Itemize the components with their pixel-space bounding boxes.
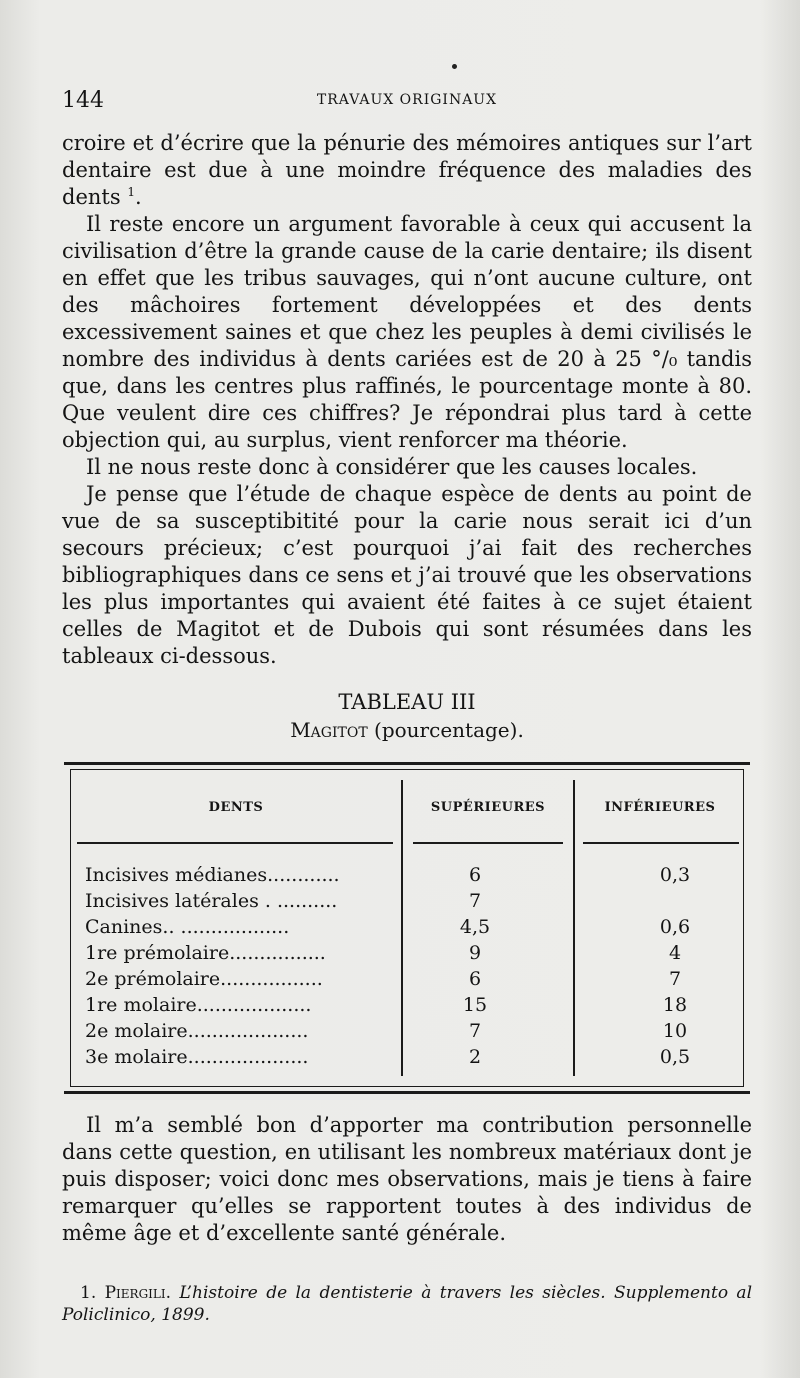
header-inferieures: INFÉRIEURES <box>604 800 716 815</box>
footnote-ref: 1 <box>127 185 135 199</box>
table-frame <box>70 769 744 1087</box>
paragraph-3: Il ne nous reste donc à considérer que les causes locales. <box>86 455 698 479</box>
footnote-number: 1. <box>80 1283 97 1303</box>
header-rule <box>77 842 393 844</box>
footnote-text: L’histoire de la dentisterie à travers les siècles. Supplemento al Policlinico, 1899. <box>62 1283 752 1325</box>
table-subtitle <box>62 718 752 742</box>
paragraph-1: croire et d’écrire que la pénurie des mémoires antiques sur l’art dentaire est due à une moindre fréquence des maladies des dents $^1$. <box>62 131 752 209</box>
closing-text <box>62 1112 752 1247</box>
paragraph-5: Il m’a semblé bon d’apporter ma contribution personnelle dans cette question, en utilisant les nombreux matériaux dont je puis disposer; voici donc mes observations, mais je tiens à faire remarquer qu’elles se rapportent toutes à des individus de même âge et d’excellente santé générale. <box>62 1113 752 1245</box>
header-dents: DENTS <box>208 800 264 815</box>
print-mark <box>452 64 457 69</box>
table-row: 2e molaire.................... 7 10 <box>85 1020 688 1042</box>
page-header <box>62 88 752 118</box>
table-row: 2e prémolaire................. 6 7 <box>85 968 682 990</box>
running-head: TRAVAUX ORIGINAUX <box>316 92 498 108</box>
table-row: Incisives latérales . .......... 7 <box>85 890 482 912</box>
data-table <box>64 762 750 1094</box>
table-row: 3e molaire.................... 2 0,5 <box>85 1046 691 1068</box>
page-number: 144 <box>62 88 104 113</box>
table-author: Magitot <box>290 718 368 742</box>
footnote <box>62 1282 752 1326</box>
paragraph-2: Il reste encore un argument favorable à ceux qui accusent la civilisation d’être la grande cause de la carie dentaire; ils disent en effet que les tribus sauvages, qui n’ont aucune culture, ont des mâchoires fortement développées et des dents excessivement saines et que chez les peuples à demi civilisés le nombre des individus à dents cariées est de 20 à 25 °/₀ tandis que, dans les centres plus raffinés, le pourcentage monte à 80. Que veulent dire ces chiffres? Je répondrai plus tard à cette objection qui, au surplus, vient renforcer ma théorie. <box>62 212 752 452</box>
table-title: TABLEAU III <box>338 690 476 714</box>
header-rule <box>413 842 563 844</box>
header-rule <box>583 842 739 844</box>
table-row: Canines.. .................. 4,5 0,6 <box>85 916 691 938</box>
footnote-author: Piergili. <box>104 1283 172 1303</box>
paragraph-4: Je pense que l’étude de chaque espèce de dents au point de vue de sa susceptibitité pour la carie nous serait ici d’un secours précieux; c’est pourquoi j’ai fait des recherches bibliographiques dans ce sens et j’ai trouvé que les observations les plus importantes qui avaient été faites à ce sujet étaient celles de Magitot et de Dubois qui sont résumées dans les tableaux ci-dessous. <box>62 482 752 668</box>
table-row: 1re prémolaire................ 9 4 <box>85 942 682 964</box>
header-superieures: SUPÉRIEURES <box>430 800 546 815</box>
body-text <box>62 130 752 670</box>
table-subtitle-rest: (pourcentage). <box>374 718 524 742</box>
table-row: Incisives médianes............ 6 0,3 <box>85 864 691 886</box>
table-row: 1re molaire................... 15 18 <box>85 994 688 1016</box>
